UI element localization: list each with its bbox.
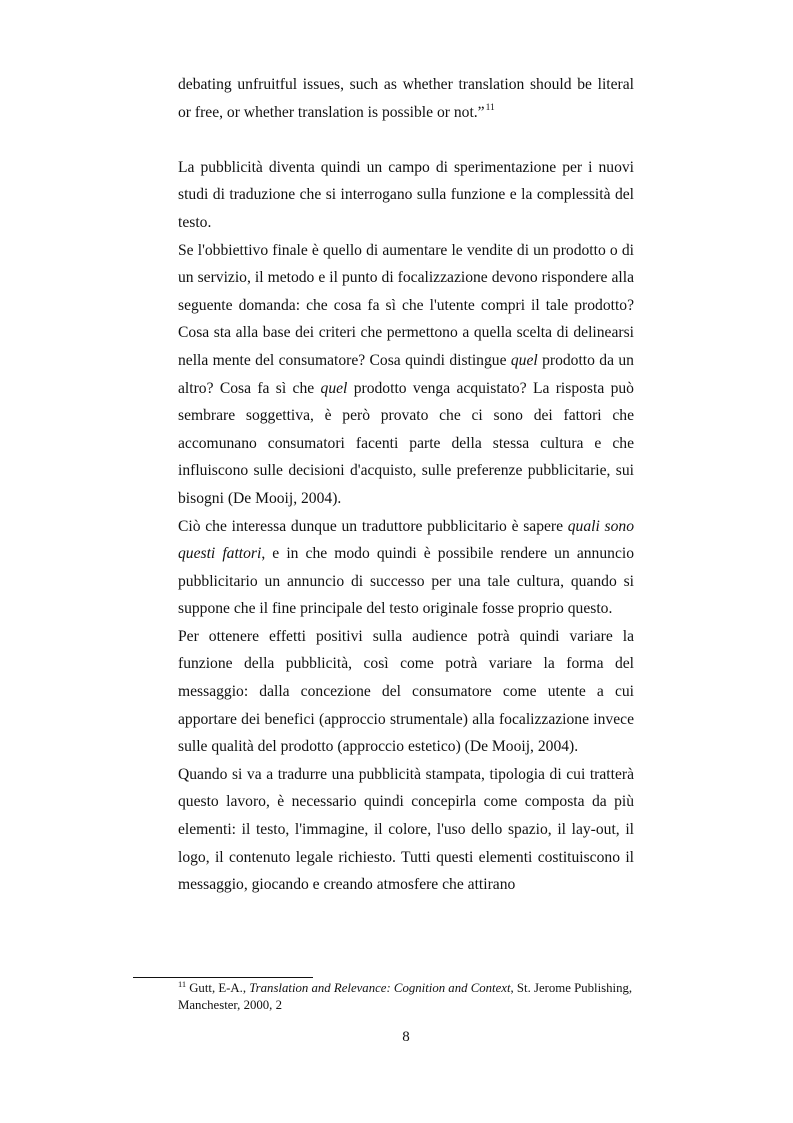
paragraph-5: Quando si va a tradurre una pubblicità stampata, tipologia di cui tratterà questo lavoro, è necessario quindi concepirla come composta da più elementi: il testo, l'immagine, il colore, l'uso dello spazio, il lay-out, il logo, il contenuto legale richiesto. Tutti questi elementi costituiscono il messaggio, giocando e creando atmosfere che attirano [178,765,634,894]
paragraph-2-text-c: prodotto venga acquistato? La risposta può sembrare soggettiva, è però provato che ci sono dei fattori che accomunano consumatori facenti parte della stessa cultura e che influiscono sulle decisioni d'acquisto, sulle preferenze pubblicitarie, sui bisogni (De Mooij, 2004). [178,379,634,507]
paragraph-4: Per ottenere effetti positivi sulla audience potrà quindi variare la funzione della pubblicità, così come potrà variare la forma del messaggio: dalla concezione del consumatore come utente a cui apportare dei benefici (approccio strumentale) alla focalizzazione invece sulle qualità del prodotto (approccio estetico) (De Mooij, 2004). [178,627,634,756]
paragraph-1: La pubblicità diventa quindi un campo di sperimentazione per i nuovi studi di traduzione che si interrogano sulla funzione e la complessità del testo. [178,158,634,231]
paragraph-3-text-a: Ciò che interessa dunque un traduttore pubblicitario è sapere [178,517,568,535]
footnote-publisher: , St. Jerome Publishing, Manchester, 2000, 2 [178,981,633,1012]
paragraph-2 [178,237,634,513]
footnote-number: 11 [178,978,187,989]
footnote [178,980,634,1014]
quote-text: debating unfruitful issues, such as whether translation should be literal or free, or whether translation is possible or not.” [178,76,634,121]
footnote-reference: 11 [485,103,495,114]
paragraph-2-italic-quel-1: quel [510,351,538,369]
paragraph-gap [178,126,634,154]
footnote-separator [133,977,313,978]
footnote-author: Gutt, E-A., [189,981,250,995]
quote-continuation [178,71,634,126]
paragraph-3-text-b: , e in che modo quindi è possibile rendere un annuncio pubblicitario un annuncio di successo per una tale cultura, quando si suppone che il fine principale del testo originale fosse proprio questo. [178,545,634,618]
body-text [178,71,634,899]
paragraph-2-text-a: Se l'obbiettivo finale è quello di aumentare le vendite di un prodotto o di un servizio, il metodo e il punto di focalizzazione devono rispondere alla seguente domanda: che cosa fa sì che l'utente compri il tale prodotto? Cosa sta alla base dei criteri che permettono a quella scelta di delinearsi nella mente del consumatore? Cosa quindi distingue [178,241,634,369]
paragraph-2-text-b: prodotto da un altro? Cosa fa sì che [178,351,634,397]
paragraph-2-italic-quel-2: quel [320,379,348,397]
paragraph-3-italic: quali sono questi fattori [178,517,634,563]
footnote-title: Translation and Relevance: Cognition and Context [249,981,511,995]
paragraph-3 [178,513,634,623]
page-number: 8 [402,1029,410,1045]
